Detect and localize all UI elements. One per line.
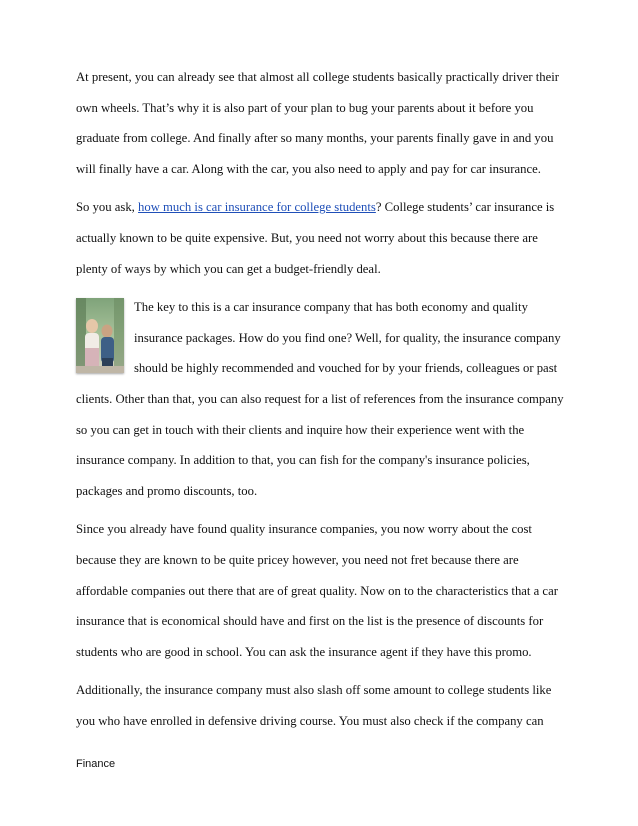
paragraph-3 [76, 292, 566, 506]
paragraph-2 [76, 192, 566, 284]
paragraph-2-intro: So you ask, [76, 200, 139, 215]
paragraph-3-line-2: insurance packages. How do you find one? Well, for quality, the insurance company [134, 330, 561, 345]
paragraph-4: Since you already have found quality insurance companies, you now worry about the cost because they are known to be quite pricey however, you need not fret because there are affordable companies out there that are of great quality. Now on to the characteristics that a car insurance that is economical should have and first on the list is the presence of discounts for students who are good in school. You can ask the insurance agent if they have this promo. [76, 522, 558, 659]
document-body [76, 62, 566, 744]
paragraph-1: At present, you can already see that almost all college students basically practically driver their own wheels. That’s why it is also part of your plan to bug your parents about it before you graduate from college. And finally after so many months, your parents finally gave in and you will finally have a car. Along with the car, you also need to apply and pay for car insurance. [76, 70, 560, 176]
page-footer: Finance [76, 758, 116, 770]
paragraph-3-rest: clients. Other than that, you can also request for a list of references from the insurance company so you can get in touch with their clients and inquire how their experience went with the insurance company. In addition to that, you can fish for the company's insurance policies, packages and promo discounts, too. [76, 391, 564, 498]
paragraph-5: Additionally, the insurance company must also slash off some amount to college students like you who have enrolled in defensive driving course. You must also check if the company can [76, 683, 552, 728]
car-insurance-link[interactable]: how much is car insurance for college students [138, 200, 376, 215]
paragraph-3-line-3: should be highly recommended and vouched for by your friends, colleagues or past [134, 361, 558, 376]
paragraph-2-rest: ? College students’ car insurance is actually known to be quite expensive. But, you need not worry about this because there are plenty of ways by which you can get a budget-friendly deal. [76, 200, 555, 276]
paragraph-3-line-1: The key to this is a car insurance company that has both economy and quality [134, 300, 528, 315]
students-photo [76, 298, 124, 373]
